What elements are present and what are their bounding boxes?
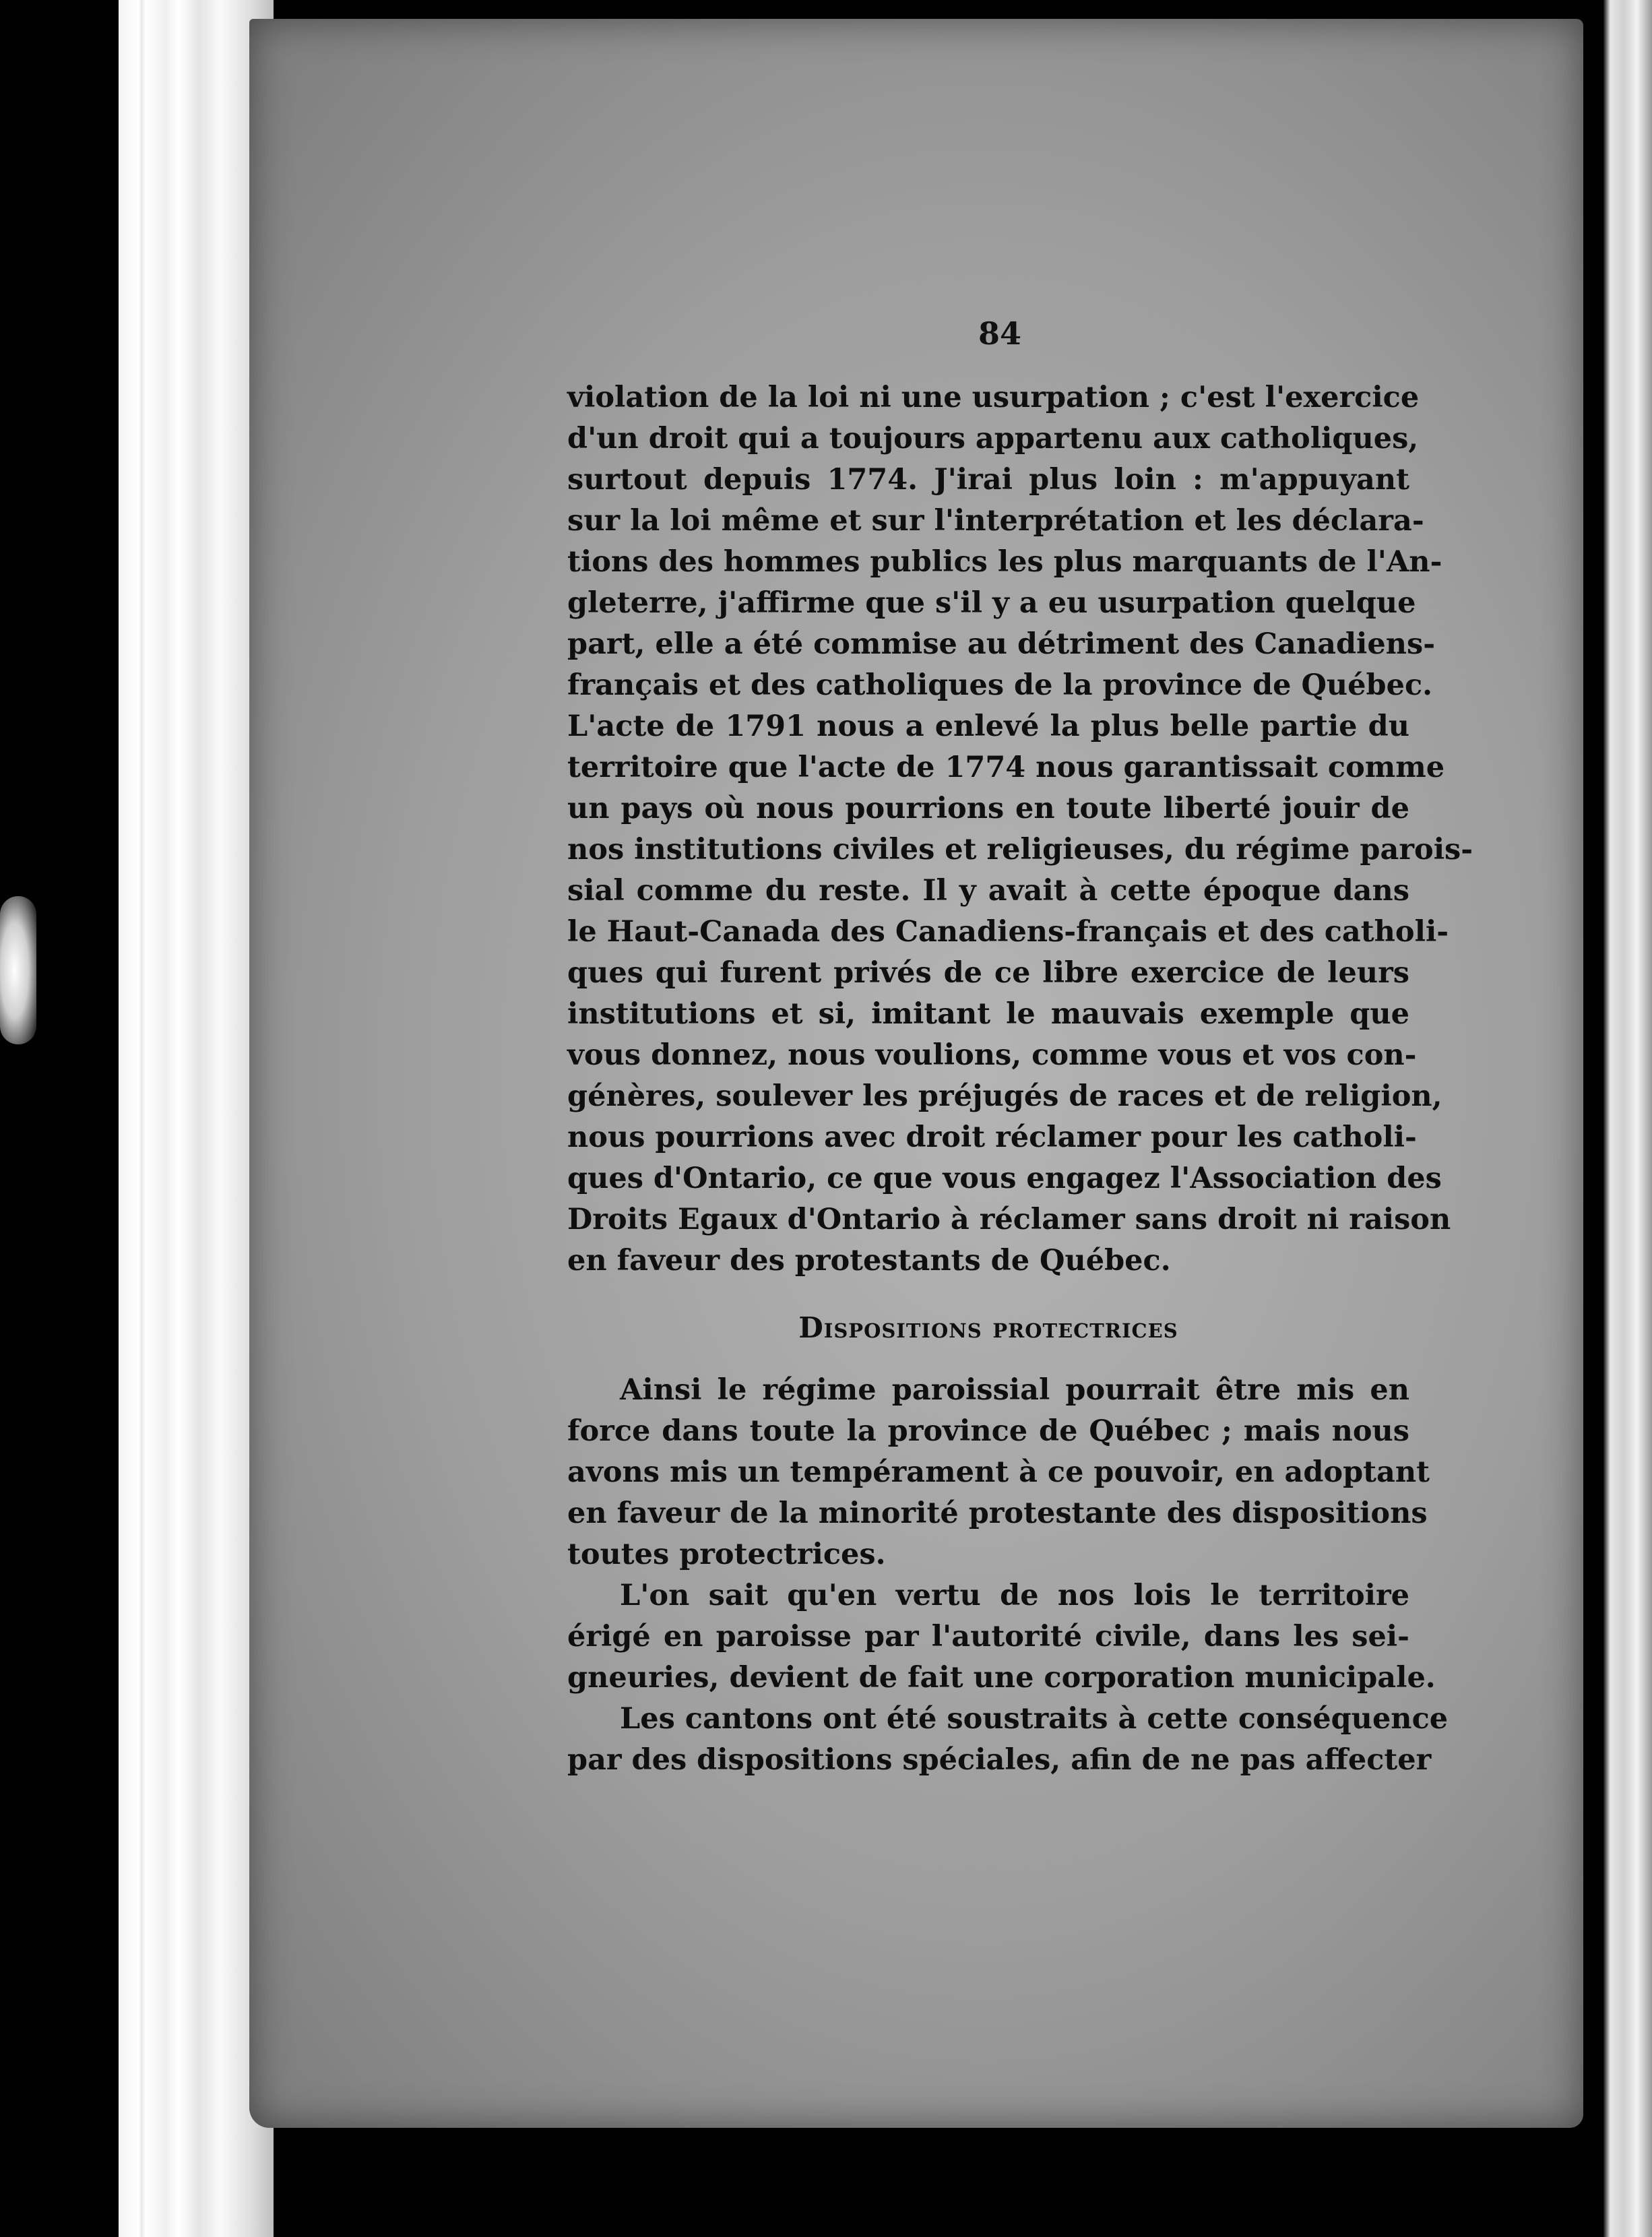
- text-line: un pays où nous pourrions en toute liberté jouir de: [567, 792, 1409, 825]
- text-line: tions des hommes publics les plus marquants de l'An-: [567, 545, 1442, 579]
- paragraph-3: [567, 1575, 1436, 1699]
- text-line: ques qui furent privés de ce libre exercice de leurs: [567, 956, 1409, 990]
- text-line: vous donnez, nous voulions, comme vous et vos con-: [567, 1038, 1417, 1072]
- text-line: surtout depuis 1774. J'irai plus loin : m'appuyant: [567, 463, 1409, 497]
- section-heading: Dispositions protectrices: [798, 1311, 1178, 1344]
- text-line: génères, soulever les préjugés de races et de religion,: [567, 1079, 1442, 1113]
- facing-page-edge: [1603, 0, 1652, 2237]
- text-line: ques d'Ontario, ce que vous engagez l'Association des: [567, 1162, 1442, 1195]
- text-line: L'on sait qu'en vertu de nos lois le territoire: [620, 1579, 1409, 1612]
- text-line: sur la loi même et sur l'interprétation et les déclara-: [567, 504, 1424, 538]
- text-line: Droits Egaux d'Ontario à réclamer sans droit ni raison: [567, 1203, 1451, 1236]
- paragraph-1: [567, 377, 1473, 1282]
- body-text: [567, 377, 1473, 1781]
- text-line: L'acte de 1791 nous a enlevé la plus belle partie du: [567, 710, 1409, 743]
- text-line: institutions et si, imitant le mauvais exemple que: [567, 997, 1409, 1031]
- text-line: violation de la loi ni une usurpation ; c'est l'exercice: [567, 381, 1420, 414]
- text-line: sial comme du reste. Il y avait à cette époque dans: [567, 874, 1409, 908]
- paragraph-2: [567, 1370, 1430, 1575]
- text-line: d'un droit qui a toujours appartenu aux catholiques,: [567, 422, 1419, 455]
- text-line: gleterre, j'affirme que s'il y a eu usurpation quelque: [567, 586, 1416, 620]
- text-line: érigé en paroisse par l'autorité civile, dans les sei-: [567, 1620, 1409, 1653]
- text-line: en faveur des protestants de Québec.: [567, 1244, 1171, 1278]
- text-line: territoire que l'acte de 1774 nous garantissait comme: [567, 751, 1445, 784]
- text-line: Les cantons ont été soustraits à cette conséquence: [620, 1702, 1449, 1736]
- scan-artifact: [0, 896, 36, 1044]
- text-line: par des dispositions spéciales, afin de ne pas affecter: [567, 1743, 1432, 1777]
- text-line: part, elle a été commise au détriment des Canadiens-: [567, 627, 1436, 661]
- text-line: Ainsi le régime paroissial pourrait être mis en: [620, 1373, 1409, 1407]
- text-line: en faveur de la minorité protestante des dispositions: [567, 1496, 1428, 1530]
- text-line: le Haut-Canada des Canadiens-français et des catholi-: [567, 915, 1449, 949]
- page-number: 84: [978, 315, 1022, 352]
- text-line: nos institutions civiles et religieuses, du régime parois-: [567, 833, 1473, 867]
- text-line: toutes protectrices.: [567, 1538, 886, 1571]
- text-line: français et des catholiques de la province de Québec.: [567, 668, 1433, 702]
- text-line: force dans toute la province de Québec ; mais nous: [567, 1414, 1409, 1448]
- text-line: avons mis un tempérament à ce pouvoir, en adoptant: [567, 1455, 1430, 1489]
- paragraph-4: [567, 1699, 1449, 1781]
- text-line: nous pourrions avec droit réclamer pour les catholi-: [567, 1121, 1417, 1154]
- text-line: gneuries, devient de fait une corporation municipale.: [567, 1661, 1436, 1695]
